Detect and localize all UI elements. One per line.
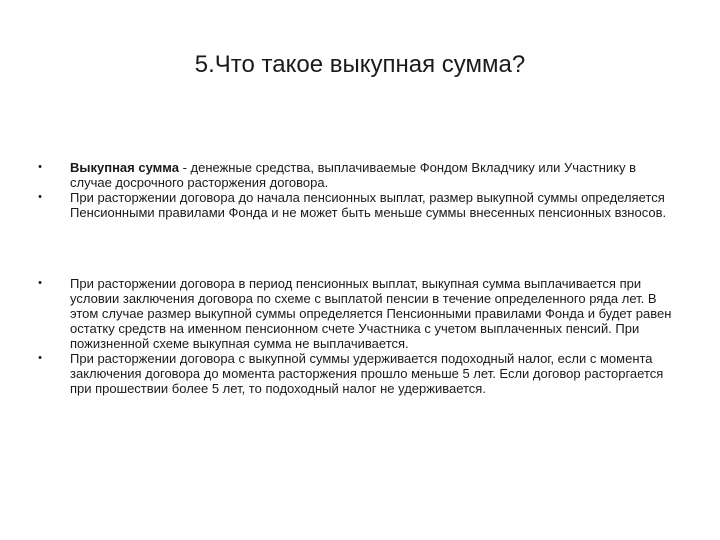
bullet-item-3 bbox=[30, 276, 680, 351]
bullet-marker: • bbox=[38, 191, 42, 203]
bullet-item-1 bbox=[30, 160, 680, 190]
bullet-marker: • bbox=[38, 352, 42, 364]
bullet-marker: • bbox=[38, 277, 42, 289]
bullet-text: При расторжении договора с выкупной суммы удерживается подоходный налог, если с момента заключения договора до момента расторжения прошло меньше 5 лет. Если договор расторгается при прошествии более 5 лет, то подоходный налог не удерживается. bbox=[70, 351, 664, 396]
bullet-text: При расторжении договора в период пенсионных выплат, выкупная сумма выплачивается при условии заключения договора по схеме с выплатой пенсии в течение определенного ряда лет. В этом случае размер выкупной суммы определяется Пенсионными правилами Фонда и будет равен остатку средств на именном пенсионном счете Участника с учетом выплаченных пенсий. При пожизненной схеме выкупная сумма не выплачивается. bbox=[70, 276, 672, 351]
slide-title: 5.Что такое выкупная сумма? bbox=[194, 51, 526, 78]
bullet-text: При расторжении договора до начала пенсионных выплат, размер выкупной суммы определяется Пенсионными правилами Фонда и не может быть меньше суммы внесенных пенсионных взносов. bbox=[70, 190, 667, 220]
bullet-item-2 bbox=[30, 190, 680, 220]
spacer bbox=[30, 220, 680, 276]
bullet-list bbox=[30, 160, 680, 396]
bullet-term: Выкупная сумма bbox=[70, 160, 179, 175]
bullet-marker: • bbox=[38, 161, 42, 173]
bullet-text: - денежные средства, выплачиваемые Фондом Вкладчику или Участнику в случае досрочного расторжения договора. bbox=[70, 160, 637, 190]
bullet-item-4 bbox=[30, 351, 680, 396]
